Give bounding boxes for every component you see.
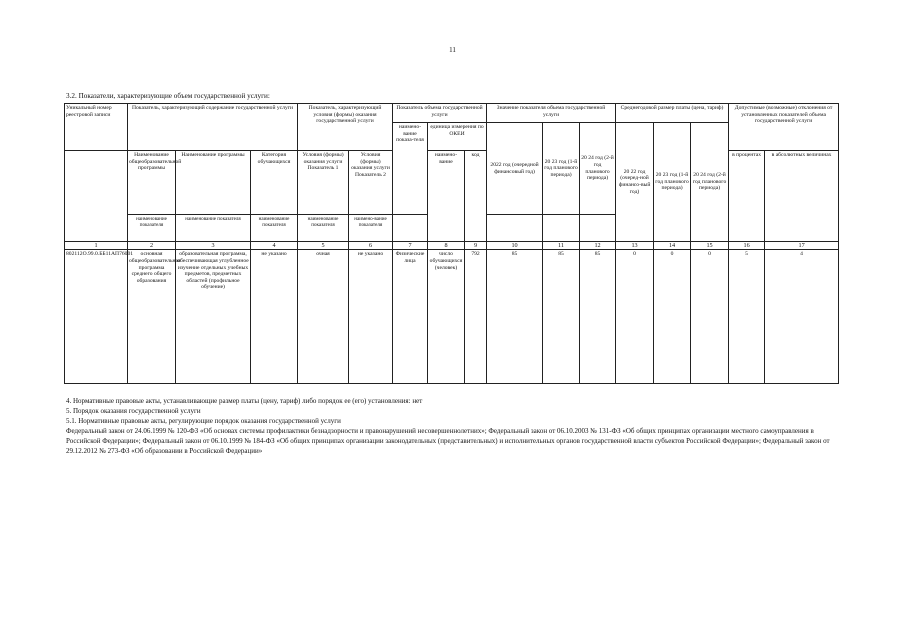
cell-indicator: Физические лица xyxy=(393,250,428,384)
column-number: 12 xyxy=(580,242,616,250)
cell-form: очная xyxy=(298,250,349,384)
header-name-1: наименование показателя xyxy=(128,215,176,242)
header-value-2023-sub xyxy=(543,215,580,242)
volume-indicators-table xyxy=(64,103,839,384)
column-number: 16 xyxy=(729,242,765,250)
header-content: Показатель, характеризующий содержание государственной услуги xyxy=(128,104,298,151)
column-number: 15 xyxy=(691,242,729,250)
header-program: Наименование программы xyxy=(176,151,251,215)
cell-form-2: не указано xyxy=(349,250,393,384)
column-number: 6 xyxy=(349,242,393,250)
cell-program: образовательная программа, обеспечивающая углубленное изучение отдельных учебных предметов, предметных областей (профильное обучение) xyxy=(176,250,251,384)
header-unit-name: наимено-вание xyxy=(428,151,465,242)
cell-program-type: основная общеобразовательная программа среднего общего образования xyxy=(128,250,176,384)
header-value-2022: 2022 год (очередной финансовый год) xyxy=(487,123,543,215)
column-number: 7 xyxy=(393,242,428,250)
header-indicator-sub xyxy=(393,215,428,242)
header-name-3: наименование показателя xyxy=(251,215,298,242)
column-number: 1 xyxy=(65,242,128,250)
cell-unit-code: 792 xyxy=(465,250,487,384)
paragraph-procedure: 5. Порядок оказания государственной услуги xyxy=(66,406,201,415)
cell-category: не указано xyxy=(251,250,298,384)
header-form-2: Условия (формы) оказания услуги Показатель 2 xyxy=(349,151,393,215)
cell-deviation-absolute: 4 xyxy=(765,250,839,384)
header-deviation-absolute: в абсолютных величинах xyxy=(765,151,839,242)
column-number: 8 xyxy=(428,242,465,250)
section-title: 3.2. Показатели, характеризующие объем государственной услуги: xyxy=(66,92,270,100)
column-number: 10 xyxy=(487,242,543,250)
header-unit: единица измерения по ОКЕИ xyxy=(428,123,487,151)
column-number: 5 xyxy=(298,242,349,250)
column-number: 9 xyxy=(465,242,487,250)
header-price-2023: 20 23 год (1-й год планового периода) xyxy=(654,123,691,242)
cell-value-2022: 85 xyxy=(487,250,543,384)
column-number: 2 xyxy=(128,242,176,250)
cell-registry-number: 802112О.99.0.ББ11АП76001 xyxy=(65,250,128,384)
header-name-5: наимено-вание показателя xyxy=(349,215,393,242)
cell-unit: число обучающихся (человек) xyxy=(428,250,465,384)
regulatory-section xyxy=(66,397,842,457)
column-number: 3 xyxy=(176,242,251,250)
header-price: Среднегодовой размер платы (цена, тариф) xyxy=(616,104,729,123)
paragraph-acts-heading: 5.1. Нормативные правовые акты, регулирующие порядок оказания государственной услуги xyxy=(66,416,341,425)
header-value: Значение показателя объема государственной услуги xyxy=(487,104,616,123)
cell-price-2024: 0 xyxy=(691,250,729,384)
header-unit-code: код xyxy=(465,151,487,242)
header-deviation-percent: в процентах xyxy=(729,151,765,242)
header-price-2024: 20 24 год (2-й год планового периода) xyxy=(691,123,729,242)
header-value-2023: 20 23 год (1-й год планового периода) xyxy=(543,123,580,215)
cell-value-2023: 85 xyxy=(543,250,580,384)
header-price-2022: 20 22 год (очеред-ной финансо-вый год) xyxy=(616,123,654,242)
header-form-1: Условия (формы) оказания услуги Показатель 1 xyxy=(298,151,349,215)
header-registry: Уникальный номер реестровой записи xyxy=(65,104,128,151)
paragraph-fees: 4. Нормативные правовые акты, устанавливающие размер платы (цену, тариф) либо порядок ее (его) установления: нет xyxy=(66,397,423,405)
header-value-2024-sub xyxy=(580,215,616,242)
header-value-2022-sub xyxy=(487,215,543,242)
header-deviation: Допустимые (возможные) отклонения от установленных показателей объема государственной услуги xyxy=(729,104,839,151)
column-number: 14 xyxy=(654,242,691,250)
header-value-2024: 20 24 год (2-й год планового периода) xyxy=(580,123,616,215)
header-volume: Показатель объема государственной услуги xyxy=(393,104,487,123)
header-category: Категория обучающихся xyxy=(251,151,298,215)
header-conditions: Показатель, характеризующий условия (формы) оказания государственной услуги xyxy=(298,104,393,151)
paragraph-federal-laws: Федеральный закон от 24.06.1999 № 120-ФЗ «Об основах системы профилактики безнадзорности и правонарушений несовершеннолетних»; Федеральный закон от 06.10.2003 № 131-ФЗ «Об общих принципах организации местного самоуправления в Российской Федерации»; Федеральный закон от 06.10.1999 № 184-ФЗ «Об общих принципах организации законодательных (представительных) и исполнительных органов государственной власти субъектов Российской Федерации»; Федеральный закон от 29.12.2012 № 273-ФЗ «Об образовании в Российской Федерации» xyxy=(66,426,830,455)
header-indicator-name: наимено-вание показа-теля xyxy=(393,123,428,215)
cell-price-2023: 0 xyxy=(654,250,691,384)
cell-price-2022: 0 xyxy=(616,250,654,384)
header-name-4: наименование показателя xyxy=(298,215,349,242)
cell-deviation-percent: 5 xyxy=(729,250,765,384)
page-number: 11 xyxy=(449,46,456,54)
column-number: 17 xyxy=(765,242,839,250)
cell-value-2024: 85 xyxy=(580,250,616,384)
header-registry-sub xyxy=(65,151,128,242)
column-number: 13 xyxy=(616,242,654,250)
header-name-2: наименование показателя xyxy=(176,215,251,242)
column-number: 4 xyxy=(251,242,298,250)
header-program-type: Наименование общеобразовательной программы xyxy=(128,151,176,215)
column-number: 11 xyxy=(543,242,580,250)
